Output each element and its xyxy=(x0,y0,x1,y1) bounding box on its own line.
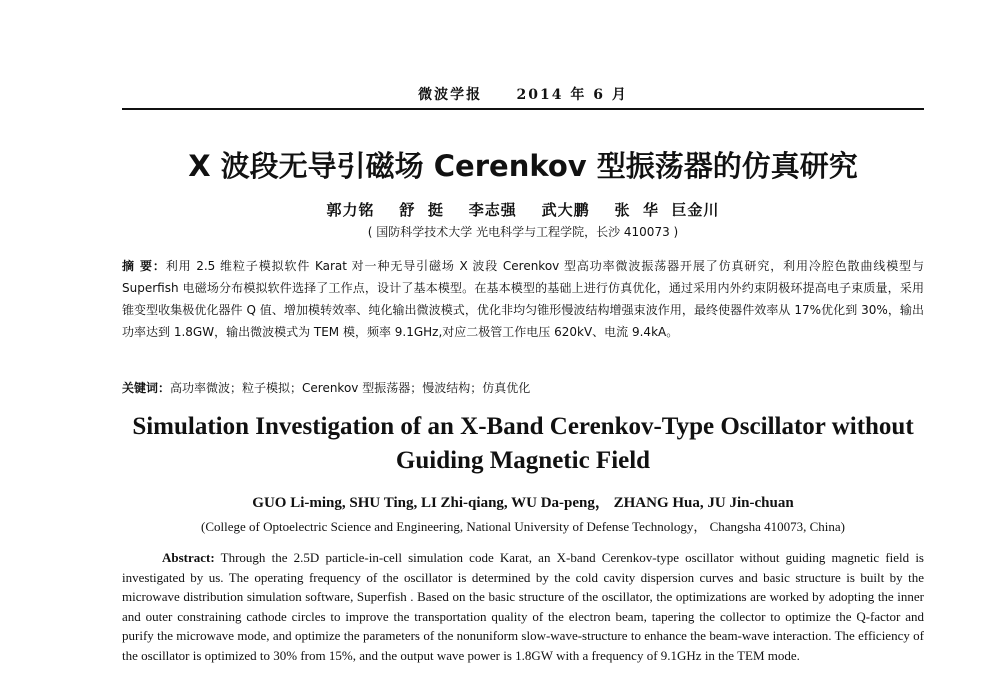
journal-header xyxy=(122,84,924,104)
chinese-title: X 波段无导引磁场 Cerenkov 型振荡器的仿真研究 xyxy=(188,149,858,183)
chinese-keywords-label: 关键词： xyxy=(122,381,171,395)
english-title: Simulation Investigation of an X-Band Cerenkov-Type Oscillator without Guiding Magnetic Field xyxy=(132,413,914,474)
chinese-keywords xyxy=(122,378,924,398)
chinese-keywords-text: 高功率微波；粒子模拟；Cerenkov 型振荡器；慢波结构；仿真优化 xyxy=(170,381,531,395)
english-abstract xyxy=(122,548,924,683)
journal-name: 微波学报 xyxy=(418,87,483,103)
english-abstract-label: Abstract: xyxy=(162,550,215,565)
chinese-authors: 郭力铭 舒 挺 李志强 武大鹏 张 华 巨金川 xyxy=(326,201,720,219)
chinese-abstract xyxy=(122,255,924,343)
chinese-affiliation: ( 国防科学技术大学 光电科学与工程学院，长沙 410073 ) xyxy=(367,225,679,239)
chinese-abstract-text: 利用 2.5 维粒子模拟软件 Karat 对一种无导引磁场 X 波段 Cerenkov 型高功率微波振荡器开展了仿真研究，利用冷腔色散曲线模型与 Superfish 电磁场分布模拟软件选择了工作点，设计了基本模型。在基本模型的基础上进行仿真优化，通过采用内外约束阴极环提高电子束质量，采用锥变型收集极优化器件 Q 值、增加模转效率、纯化输出微波模式，优化非均匀锥形慢波结构增强束波作用，最终使器件效率从 17%优化到 30%，输出功率达到 1.8GW，输出微波模式为 TEM 模，频率 9.1GHz,对应二极管工作电压 620kV、电流 9.4kA。 xyxy=(122,259,924,339)
english-authors: GUO Li-ming, SHU Ting, LI Zhi-qiang, WU Da-peng， ZHANG Hua, JU Jin-chuan xyxy=(252,495,794,511)
header-rule xyxy=(122,108,924,110)
english-abstract-text: Through the 2.5D particle-in-cell simulation code Karat, an X-band Cerenkov-type oscillator without guiding magnetic field is investigated by us. The operating frequency of the oscillator is determined by the cold cavity dispersion curves and basic structure is built by the microwave distribution simulation software, Superfish . Based on the basic structure of the oscillator, the optimizations are worked by adopting the inner and outer constraining cathode circles to improve the transportation quality of the electron beam, tapering the collector to optimize the Q-factor and purify the microwave mode, and optimize the parameters of the nonuniform slow-wave-structure to enhance the beam-wave interaction. The efficiency of the oscillator is optimized to 30% from 15%, and the output wave power is 1.8GW with a frequency of 9.1GHz in the TEM mode. xyxy=(122,550,924,663)
chinese-abstract-label: 摘 要： xyxy=(122,259,166,273)
english-affiliation: (College of Optoelectric Science and Engineering, National University of Defense Technology， Changsha 410073, China) xyxy=(201,519,845,534)
issue-date: 2014 年 6 月 xyxy=(516,87,628,103)
